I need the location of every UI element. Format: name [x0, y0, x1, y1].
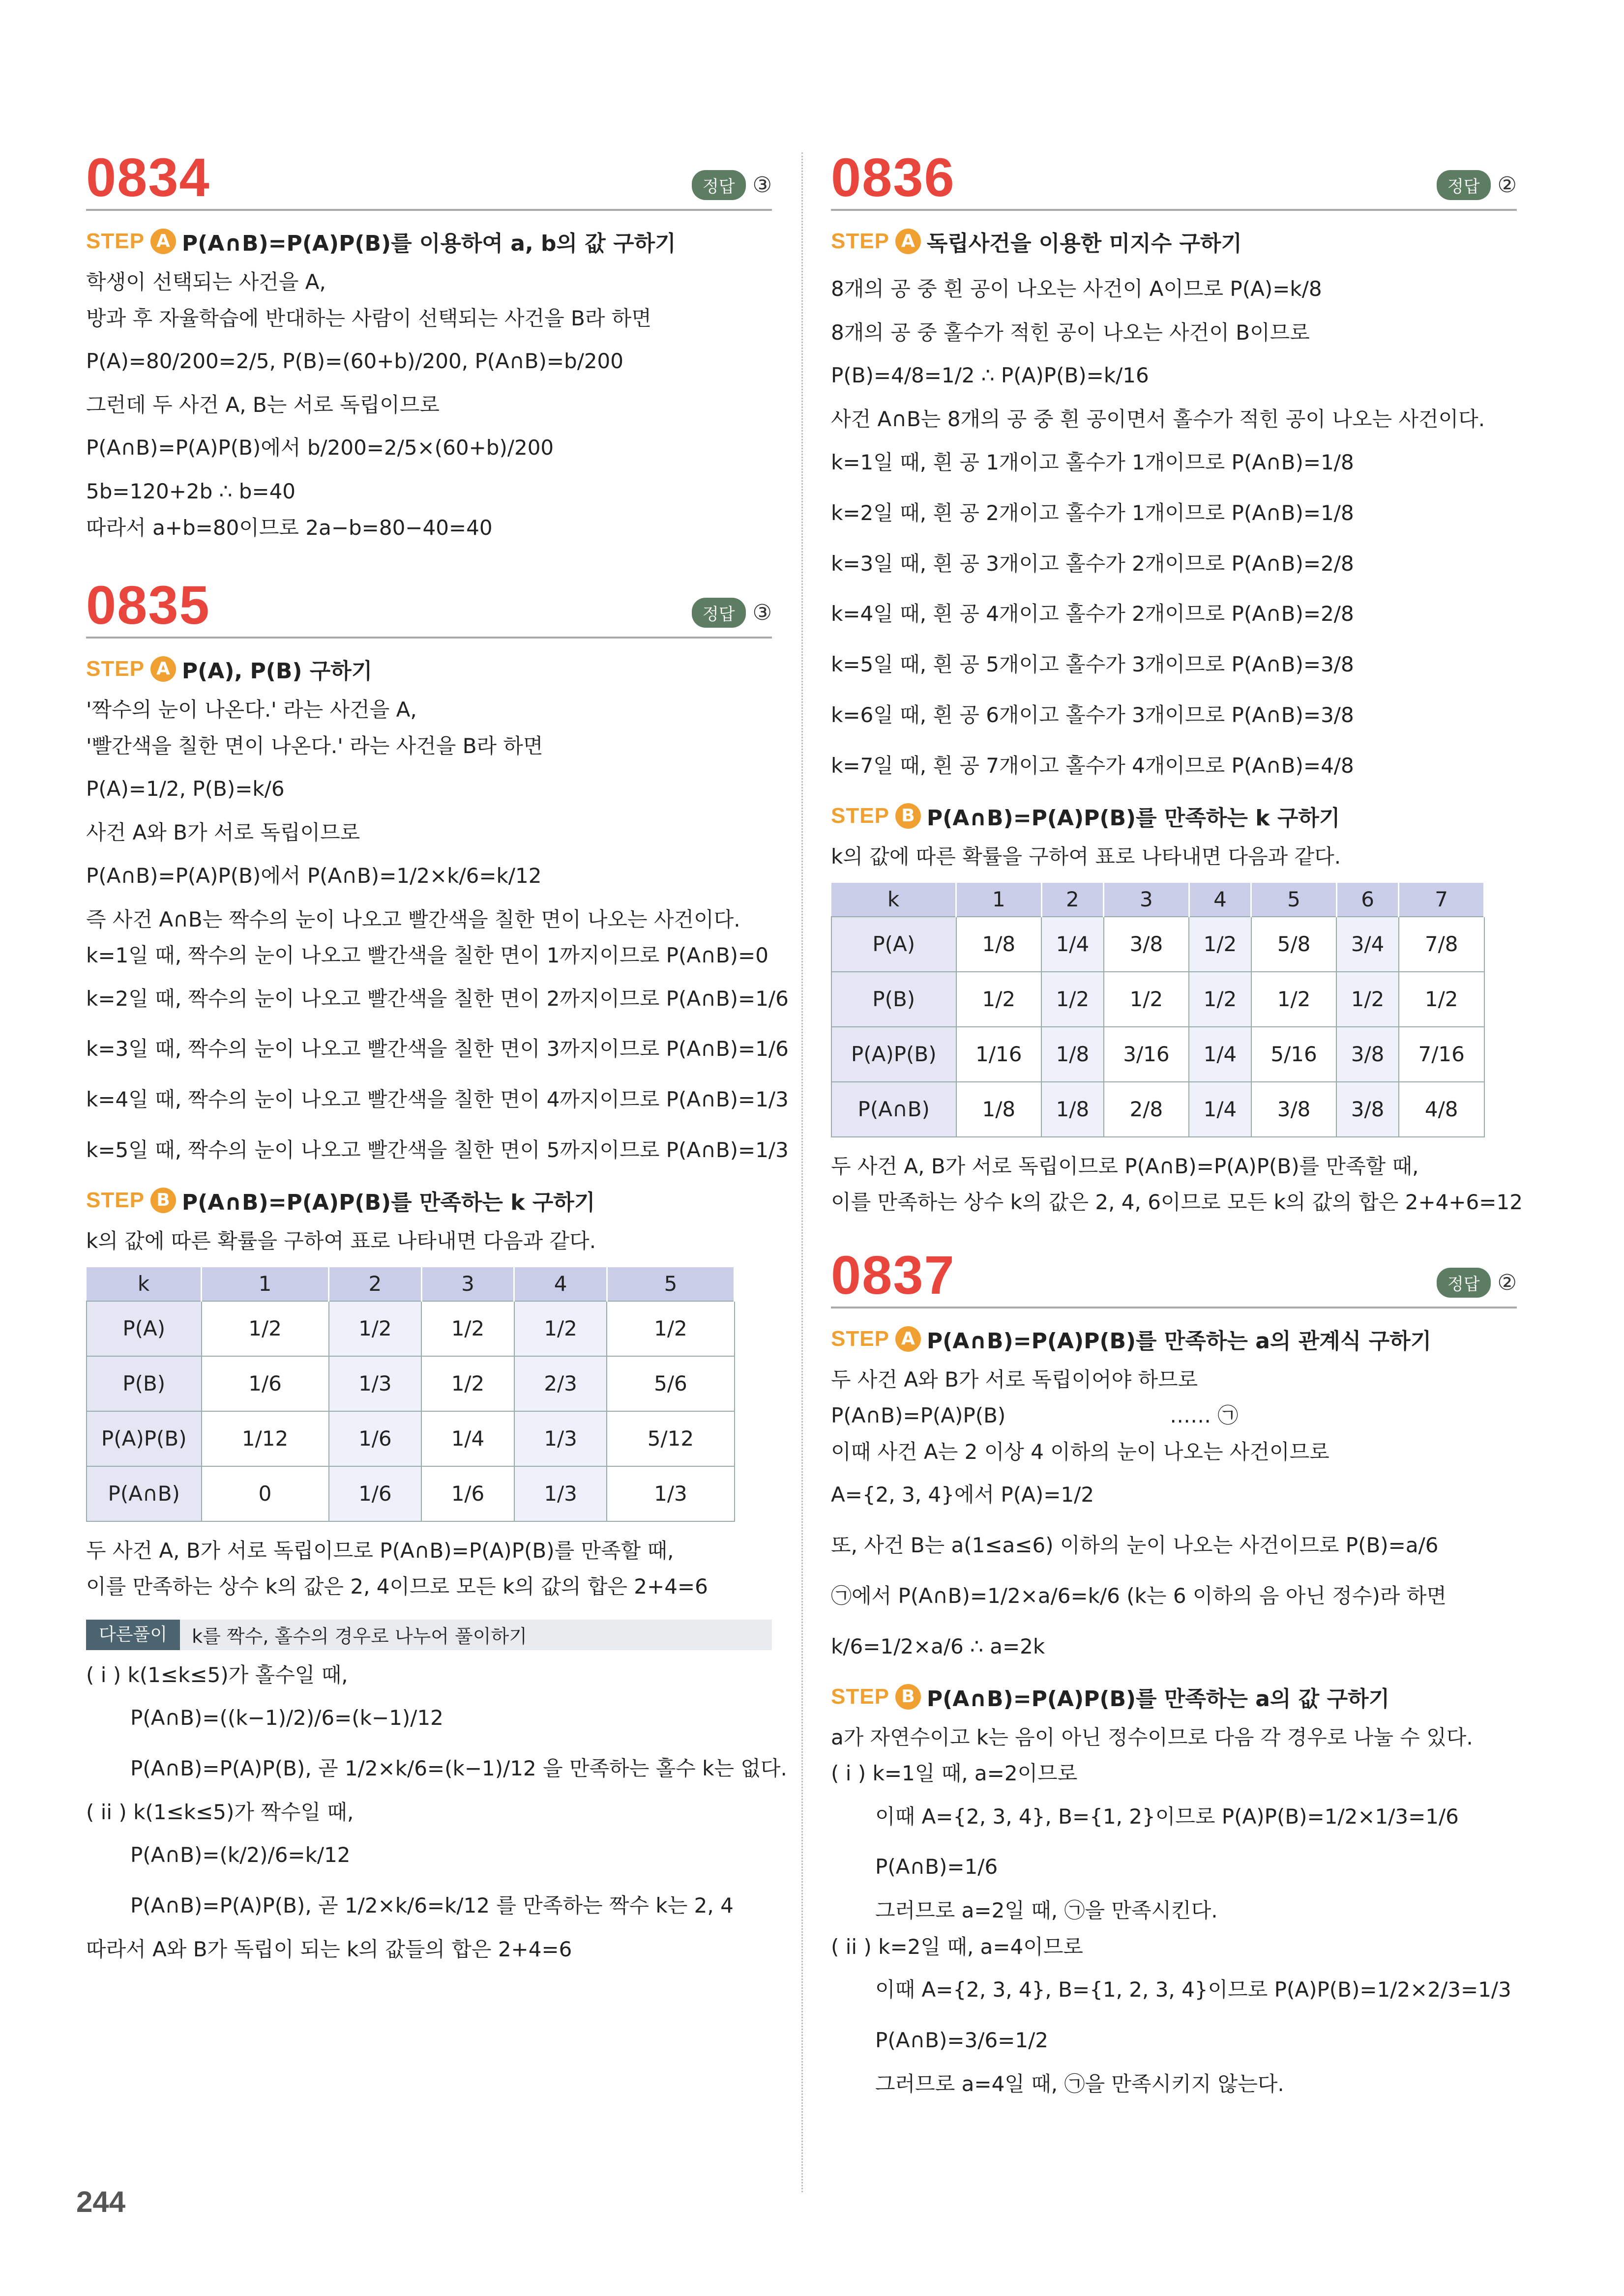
table-cell: 0 — [202, 1466, 329, 1521]
equation-line: 또, 사건 B는 a(1≤a≤6) 이하의 눈이 나오는 사건이므로 P(B)=a/6 — [831, 1533, 1439, 1557]
case-heading: ( i ) k=1일 때, a=2이므로 — [831, 1761, 1078, 1786]
table-cell: 3/8 — [1336, 1082, 1398, 1137]
equation-line: 5b=120+2b ∴ b=40 — [86, 479, 296, 504]
case-line: k=5일 때, 짝수의 눈이 나오고 빨간색을 칠한 면이 5까지이므로 P(A∩B)=1/3 — [86, 1138, 789, 1163]
row-label: P(A)P(B) — [831, 1027, 956, 1082]
table-cell: 1/2 — [1189, 972, 1251, 1027]
table-cell: 7/8 — [1399, 917, 1484, 972]
table-cell: 3/8 — [1104, 917, 1189, 972]
text-line: 사건 A∩B는 8개의 공 중 흰 공이면서 홀수가 적힌 공이 나오는 사건이다. — [831, 407, 1485, 432]
answer-value: ② — [1497, 1270, 1517, 1295]
step-label: STEP — [831, 804, 889, 828]
header-cell: 1 — [956, 883, 1042, 917]
case-line: k=6일 때, 흰 공 6개이고 홀수가 3개이므로 P(A∩B)=3/8 — [831, 703, 1354, 727]
case-line: k=7일 때, 흰 공 7개이고 홀수가 4개이므로 P(A∩B)=4/8 — [831, 754, 1354, 778]
step-letter-badge: A — [150, 656, 176, 682]
table-cell: 4/8 — [1399, 1082, 1484, 1137]
answer-box — [692, 170, 772, 200]
step-label: STEP — [831, 1326, 889, 1351]
header-cell: 3 — [421, 1267, 514, 1301]
step-b-heading — [86, 1185, 772, 1216]
text-line: '짝수의 눈이 나온다.' 라는 사건을 A, — [86, 698, 417, 722]
text-line: 두 사건 A와 B가 서로 독립이어야 하므로 — [831, 1367, 1198, 1392]
table-cell: 3/4 — [1336, 917, 1398, 972]
header-cell: 2 — [1041, 883, 1103, 917]
problem-0835 — [86, 575, 789, 1967]
table-cell: 2/8 — [1104, 1082, 1189, 1137]
table-row — [87, 1466, 735, 1521]
answer-badge: 정답 — [692, 170, 746, 200]
conclusion-line: 이를 만족하는 상수 k의 값은 2, 4, 6이므로 모든 k의 값의 합은 2+4+6=12 — [831, 1190, 1523, 1215]
equation-line: k/6=1/2×a/6 ∴ a=2k — [831, 1634, 1045, 1658]
problem-0837 — [831, 1245, 1517, 2102]
table-row — [87, 1356, 735, 1411]
table-cell: 1/2 — [1251, 972, 1337, 1027]
table-cell: 1/2 — [421, 1356, 514, 1411]
alternative-badge: 다른풀이 — [86, 1620, 180, 1650]
header-cell: 5 — [1251, 883, 1337, 917]
header-cell: 3 — [1104, 883, 1189, 917]
table-row — [831, 1082, 1484, 1137]
problem-header — [831, 1245, 1517, 1308]
conclusion-line: 이를 만족하는 상수 k의 값은 2, 4이므로 모든 k의 값의 합은 2+4=6 — [86, 1574, 708, 1599]
problem-0836 — [831, 147, 1523, 1221]
text-line: a가 자연수이고 k는 음이 아닌 정수이므로 다음 각 경우로 나눌 수 있다. — [831, 1725, 1473, 1749]
table-cell: 1/3 — [607, 1466, 734, 1521]
text-line: 방과 후 자율학습에 반대하는 사람이 선택되는 사건을 B라 하면 — [86, 306, 651, 330]
equation-line: P(A∩B)=P(A)P(B), 곧 1/2×k/6=k/12 를 만족하는 짝수 k는 2, 4 — [130, 1893, 734, 1918]
table-cell: 1/4 — [1189, 1027, 1251, 1082]
case-line: k=3일 때, 짝수의 눈이 나오고 빨간색을 칠한 면이 3까지이므로 P(A∩B)=1/6 — [86, 1037, 789, 1061]
row-label: P(A∩B) — [831, 1082, 956, 1137]
row-label: P(B) — [831, 972, 956, 1027]
equation-line: P(A)=1/2, P(B)=k/6 — [86, 777, 285, 801]
text-line: 8개의 공 중 홀수가 적힌 공이 나오는 사건이 B이므로 — [831, 320, 1310, 345]
step-label: STEP — [86, 229, 145, 253]
header-cell: 4 — [1189, 883, 1251, 917]
table-header-row — [831, 883, 1484, 917]
text-line: 이때 사건 A는 2 이상 4 이하의 눈이 나오는 사건이므로 — [831, 1439, 1329, 1464]
problem-header — [831, 147, 1517, 211]
header-cell: 2 — [329, 1267, 422, 1301]
step-a-heading — [86, 226, 772, 257]
column-divider — [801, 152, 803, 2192]
table-cell: 1/2 — [202, 1301, 329, 1356]
table-cell: 1/2 — [421, 1301, 514, 1356]
table-cell: 5/6 — [607, 1356, 734, 1411]
table-cell: 1/3 — [514, 1466, 607, 1521]
alternative-solution-banner — [86, 1620, 772, 1650]
header-cell: 5 — [607, 1267, 734, 1301]
row-label: P(B) — [87, 1356, 202, 1411]
problem-0834 — [86, 147, 772, 546]
step-title: P(A∩B)=P(A)P(B)를 만족하는 k 구하기 — [181, 1190, 595, 1216]
table-cell: 1/2 — [514, 1301, 607, 1356]
equation-line: 이때 A={2, 3, 4}, B={1, 2, 3, 4}이므로 P(A)P(B)=1/2×2/3=1/3 — [875, 1977, 1511, 2002]
row-label: P(A∩B) — [87, 1466, 202, 1521]
header-cell: 1 — [202, 1267, 329, 1301]
header-cell: 7 — [1399, 883, 1484, 917]
table-cell: 1/2 — [1189, 917, 1251, 972]
case-heading: ( ii ) k=2일 때, a=4이므로 — [831, 1934, 1083, 1959]
table-intro: k의 값에 따른 확률을 구하여 표로 나타내면 다음과 같다. — [831, 844, 1341, 869]
step-letter-badge: B — [150, 1188, 176, 1213]
table-cell: 1/4 — [1189, 1082, 1251, 1137]
case-line: k=1일 때, 짝수의 눈이 나오고 빨간색을 칠한 면이 1까지이므로 P(A∩B)=0 — [86, 943, 768, 968]
table-cell: 1/6 — [329, 1411, 422, 1466]
table-cell: 1/2 — [1041, 972, 1103, 1027]
text-line: 그러므로 a=2일 때, ㉠을 만족시킨다. — [875, 1898, 1218, 1923]
equation-line: P(A∩B)=(k/2)/6=k/12 — [130, 1843, 351, 1867]
step-title: P(A), P(B) 구하기 — [181, 659, 373, 684]
table-cell: 1/8 — [956, 917, 1042, 972]
step-letter-badge: B — [895, 1684, 921, 1710]
text-line: 그러므로 a=4일 때, ㉠을 만족시키지 않는다. — [875, 2072, 1284, 2096]
step-label: STEP — [86, 1188, 145, 1213]
table-row — [87, 1301, 735, 1356]
text-line: 그런데 두 사건 A, B는 서로 독립이므로 — [86, 392, 440, 417]
case-heading: ( ii ) k(1≤k≤5)가 짝수일 때, — [86, 1800, 354, 1824]
conclusion-line: 따라서 a+b=80이므로 2a−b=80−40=40 — [86, 515, 493, 540]
text-line: 즉 사건 A∩B는 짝수의 눈이 나오고 빨간색을 칠한 면이 나오는 사건이다. — [86, 907, 740, 931]
step-letter-badge: B — [895, 803, 921, 829]
problem-header — [86, 147, 772, 211]
answer-box — [1437, 170, 1517, 200]
conclusion-line: 따라서 A와 B가 독립이 되는 k의 값들의 합은 2+4=6 — [86, 1937, 572, 1962]
table-cell: 1/2 — [956, 972, 1042, 1027]
equation-line: P(A∩B)=((k−1)/2)/6=(k−1)/12 — [130, 1706, 443, 1730]
header-cell: k — [87, 1267, 202, 1301]
step-label: STEP — [831, 1684, 889, 1709]
table-cell: 5/16 — [1251, 1027, 1337, 1082]
table-cell: 1/8 — [1041, 1027, 1103, 1082]
equation-line: ㉠에서 P(A∩B)=1/2×a/6=k/6 (k는 6 이하의 음 아닌 정수)라 하면 — [831, 1583, 1447, 1608]
problem-number: 0834 — [86, 147, 210, 208]
answer-value: ② — [1497, 173, 1517, 198]
table-cell: 3/8 — [1251, 1082, 1337, 1137]
table-row — [831, 917, 1484, 972]
table-cell: 1/2 — [329, 1301, 422, 1356]
table-cell: 1/4 — [421, 1411, 514, 1466]
step-title: P(A∩B)=P(A)P(B)를 만족하는 a의 관계식 구하기 — [926, 1328, 1432, 1354]
equation-line: P(A∩B)=3/6=1/2 — [875, 2028, 1048, 2053]
problem-number: 0836 — [831, 147, 955, 208]
table-cell: 1/2 — [1336, 972, 1398, 1027]
step-a-heading — [86, 653, 772, 685]
text-line: 사건 A와 B가 서로 독립이므로 — [86, 820, 360, 845]
step-title: 독립사건을 이용한 미지수 구하기 — [926, 231, 1242, 256]
text-line: 두 사건 A, B가 서로 독립이므로 P(A∩B)=P(A)P(B)를 만족할 때, — [831, 1154, 1419, 1178]
step-b-heading — [831, 1681, 1517, 1713]
table-cell: 1/3 — [329, 1356, 422, 1411]
table-cell: 3/16 — [1104, 1027, 1189, 1082]
table-cell: 1/4 — [1041, 917, 1103, 972]
table-cell: 1/16 — [956, 1027, 1042, 1082]
equation-line: 8개의 공 중 흰 공이 나오는 사건이 A이므로 P(A)=k/8 — [831, 277, 1322, 301]
table-header-row — [87, 1267, 735, 1301]
answer-badge: 정답 — [692, 598, 746, 628]
text-line: 학생이 선택되는 사건을 A, — [86, 270, 326, 294]
table-cell: 1/12 — [202, 1411, 329, 1466]
answer-value: ③ — [752, 600, 772, 626]
table-row — [87, 1411, 735, 1466]
equation-line: P(A∩B)=P(A)P(B), 곧 1/2×k/6=(k−1)/12 을 만족하는 홀수 k는 없다. — [130, 1756, 787, 1781]
left-column — [86, 147, 789, 1968]
table-cell: 7/16 — [1399, 1027, 1484, 1082]
alternative-title: k를 짝수, 홀수의 경우로 나누어 풀이하기 — [192, 1626, 527, 1648]
answer-badge: 정답 — [1437, 1268, 1491, 1298]
table-cell: 1/6 — [329, 1466, 422, 1521]
problem-header — [86, 575, 772, 639]
step-letter-badge: A — [895, 1326, 921, 1352]
answer-box — [1437, 1268, 1517, 1298]
case-line: k=4일 때, 흰 공 4개이고 홀수가 2개이므로 P(A∩B)=2/8 — [831, 602, 1354, 626]
table-cell: 1/3 — [514, 1411, 607, 1466]
table-cell: 1/6 — [421, 1466, 514, 1521]
case-line: k=4일 때, 짝수의 눈이 나오고 빨간색을 칠한 면이 4까지이므로 P(A∩B)=1/3 — [86, 1087, 789, 1112]
step-title: P(A∩B)=P(A)P(B)를 만족하는 a의 값 구하기 — [926, 1686, 1390, 1712]
table-cell: 1/8 — [956, 1082, 1042, 1137]
table-cell: 2/3 — [514, 1356, 607, 1411]
step-a-heading — [831, 1323, 1517, 1355]
step-a-heading — [831, 226, 1517, 257]
equation-line: P(A)=80/200=2/5, P(B)=(60+b)/200, P(A∩B)=b/200 — [86, 349, 624, 373]
equation-line: A={2, 3, 4}에서 P(A)=1/2 — [831, 1482, 1094, 1507]
row-label: P(A) — [831, 917, 956, 972]
case-line: k=5일 때, 흰 공 5개이고 홀수가 3개이므로 P(A∩B)=3/8 — [831, 652, 1354, 677]
table-cell: 1/8 — [1041, 1082, 1103, 1137]
text-line: 두 사건 A, B가 서로 독립이므로 P(A∩B)=P(A)P(B)를 만족할 때, — [86, 1538, 674, 1563]
equation-line: P(A∩B)=1/6 — [875, 1855, 998, 1879]
step-title: P(A∩B)=P(A)P(B)를 만족하는 k 구하기 — [926, 806, 1340, 831]
problem-number: 0835 — [86, 575, 210, 636]
case-line: k=2일 때, 짝수의 눈이 나오고 빨간색을 칠한 면이 2까지이므로 P(A∩B)=1/6 — [86, 986, 789, 1011]
case-heading: ( i ) k(1≤k≤5)가 홀수일 때, — [86, 1662, 348, 1687]
row-label: P(A)P(B) — [87, 1411, 202, 1466]
header-cell: k — [831, 883, 956, 917]
equation-line: P(A∩B)=P(A)P(B)에서 P(A∩B)=1/2×k/6=k/12 — [86, 863, 542, 888]
row-label: P(A) — [87, 1301, 202, 1356]
table-cell: 5/8 — [1251, 917, 1337, 972]
case-line: k=2일 때, 흰 공 2개이고 홀수가 1개이므로 P(A∩B)=1/8 — [831, 500, 1354, 525]
table-cell: 5/12 — [607, 1411, 734, 1466]
header-cell: 6 — [1336, 883, 1398, 917]
table-cell: 3/8 — [1336, 1027, 1398, 1082]
case-line: k=1일 때, 흰 공 1개이고 홀수가 1개이므로 P(A∩B)=1/8 — [831, 450, 1354, 474]
step-b-heading — [831, 800, 1517, 832]
answer-value: ③ — [752, 173, 772, 198]
table-cell: 1/2 — [607, 1301, 734, 1356]
header-cell: 4 — [514, 1267, 607, 1301]
probability-table — [86, 1267, 735, 1522]
step-title: P(A∩B)=P(A)P(B)를 이용하여 a, b의 값 구하기 — [181, 231, 676, 256]
answer-badge: 정답 — [1437, 170, 1491, 200]
table-cell: 1/6 — [202, 1356, 329, 1411]
right-column — [831, 147, 1523, 2102]
step-letter-badge: A — [150, 229, 176, 254]
table-intro: k의 값에 따른 확률을 구하여 표로 나타내면 다음과 같다. — [86, 1229, 596, 1253]
problem-number: 0837 — [831, 1245, 955, 1306]
step-label: STEP — [831, 229, 889, 253]
equation-line: 이때 A={2, 3, 4}, B={1, 2}이므로 P(A)P(B)=1/2×1/3=1/6 — [875, 1804, 1459, 1829]
equation-line: P(A∩B)=P(A)P(B) …… ㉠ — [831, 1403, 1239, 1428]
equation-line: P(A∩B)=P(A)P(B)에서 b/200=2/5×(60+b)/200 — [86, 436, 554, 460]
step-letter-badge: A — [895, 229, 921, 254]
step-label: STEP — [86, 657, 145, 681]
probability-table — [831, 883, 1485, 1137]
case-line: k=3일 때, 흰 공 3개이고 홀수가 2개이므로 P(A∩B)=2/8 — [831, 551, 1354, 576]
table-cell: 1/2 — [1104, 972, 1189, 1027]
equation-line: P(B)=4/8=1/2 ∴ P(A)P(B)=k/16 — [831, 363, 1149, 388]
table-row — [831, 972, 1484, 1027]
table-row — [831, 1027, 1484, 1082]
table-cell: 1/2 — [1399, 972, 1484, 1027]
page-number: 244 — [76, 2185, 126, 2218]
answer-box — [692, 598, 772, 628]
text-line: '빨간색을 칠한 면이 나온다.' 라는 사건을 B라 하면 — [86, 733, 543, 758]
